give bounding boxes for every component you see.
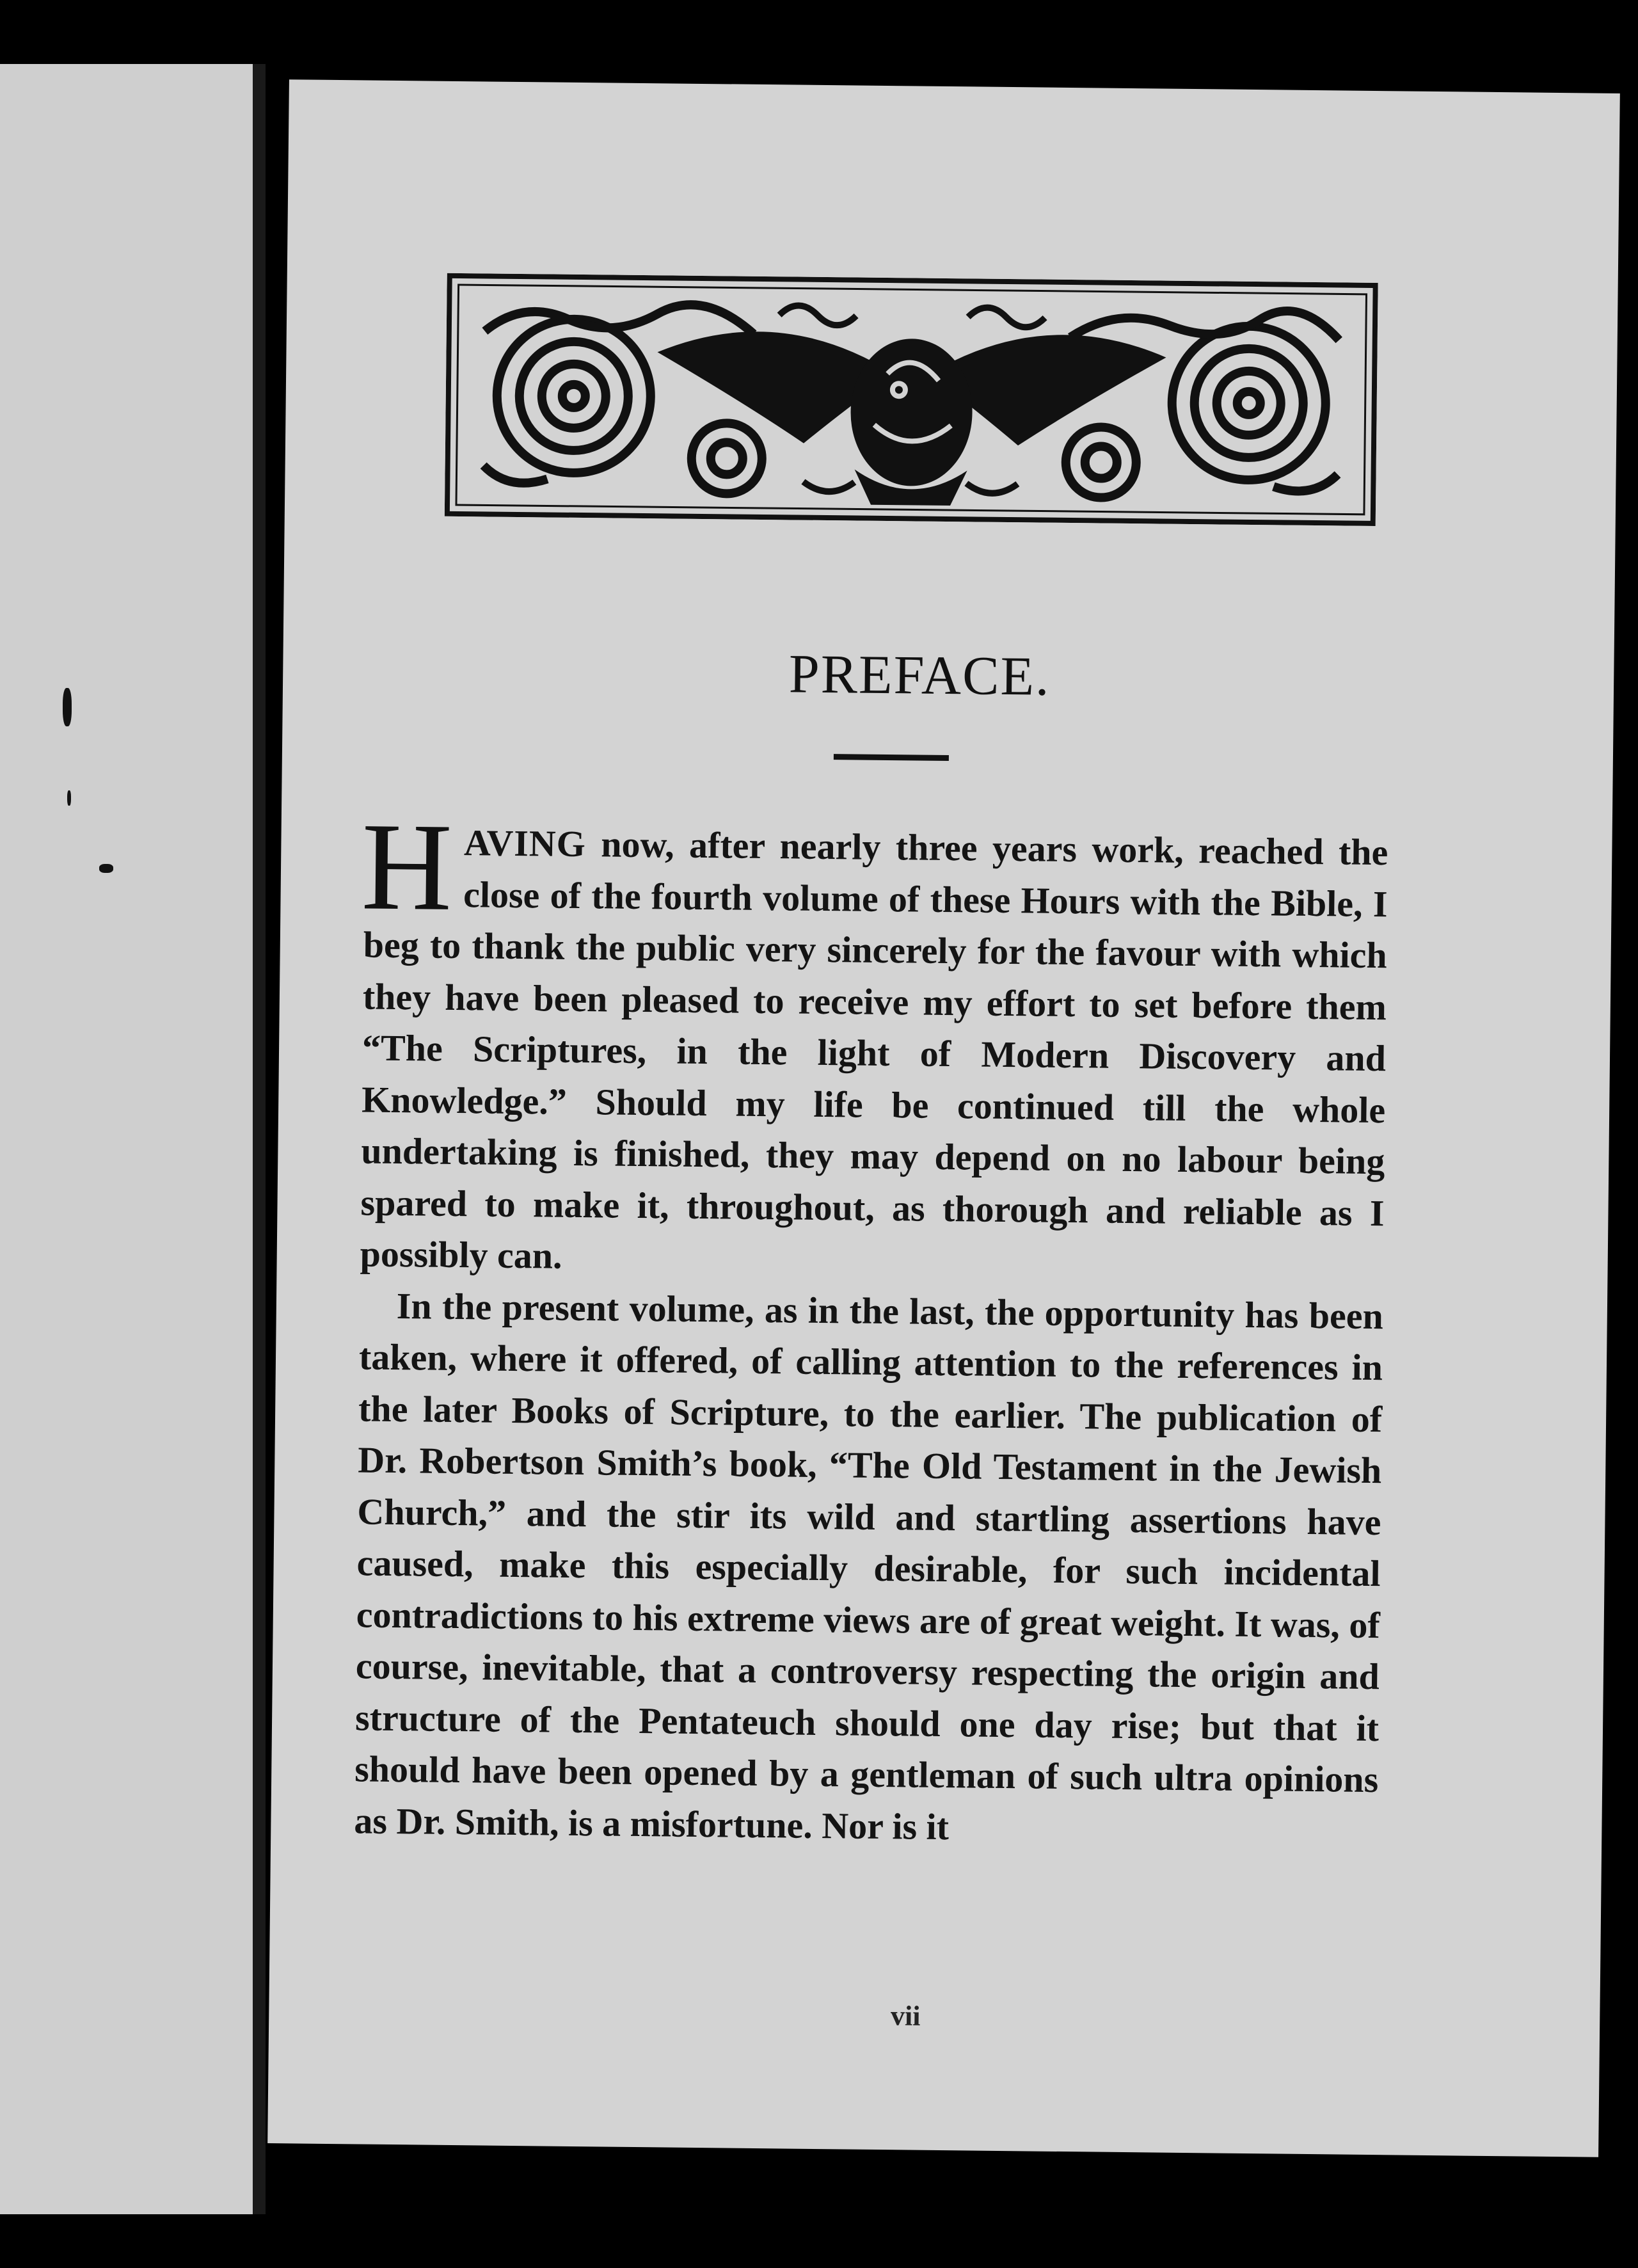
paragraph-2: In the present volume, as in the last, the opportunity has been taken, where it offered, of calling attention to the references in the later Books of Scripture, to the earlier. The publication of Dr. Robertson Smith’s book, “The Old Testament in the Jewish Church,” and the stir its wild and startling assertions have caused, make this especially desirable, for such incidental contradictions to his extreme views are of great weight. It was, of course, inevitable, that a controversy respecting the origin and structure of the Pentateuch should one day rise; but that it should have been opened by a gentleman of such ultra opinions as Dr. Smith, is a misfortune. Nor is it — [354, 1284, 1384, 1848]
ink-speck — [63, 688, 72, 726]
paragraph-1-text: now, after nearly three years work, reached the close of the fourth volume of these Hours with the Bible, I beg to thank the public very sincerely for the favour with which they have been pleased to receive my effort to set before them “The Scriptures, in the light of Modern Discovery and Knowledge.” Should my life be continued till the whole undertaking is finished, they may depend on no labour being spared to make it, throughout, as thorough and reliable as I possibly can. — [360, 823, 1388, 1277]
left-facing-page — [0, 64, 253, 2214]
first-word-caps: AVING — [463, 822, 587, 865]
ink-speck — [99, 864, 113, 873]
page-number: vii — [890, 2000, 921, 2032]
paragraph-1 — [360, 797, 1388, 1290]
heading-rule — [834, 754, 949, 761]
page-title: PREFACE. — [788, 643, 1051, 707]
body-text — [354, 797, 1388, 1857]
page-gutter — [253, 64, 266, 2214]
book-page — [267, 79, 1620, 2157]
decorative-headpiece — [445, 273, 1378, 526]
ink-speck — [67, 790, 71, 806]
drop-cap: H — [360, 797, 453, 937]
